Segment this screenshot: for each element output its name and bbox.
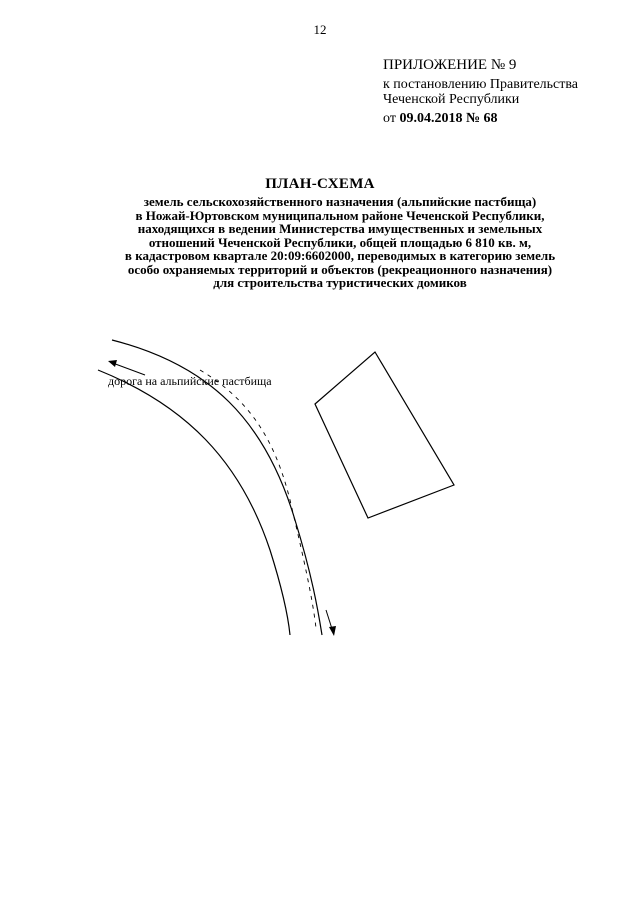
road-edge-inner xyxy=(98,370,290,635)
subtitle-line-7: для строительства туристических домиков xyxy=(213,275,467,290)
land-plot-parcel xyxy=(315,352,454,518)
arrow-head-down-icon xyxy=(329,626,336,636)
scheme-title: ПЛАН-СХЕМА xyxy=(265,176,375,192)
appendix-date: 09.04.2018 xyxy=(399,111,463,126)
subtitle-line-2: в Ножай-Юртовском муниципальном районе Чеченской Республики, xyxy=(135,207,545,223)
subtitle-line-1: земель сельскохозяйственного назначения (альпийские пастбища) xyxy=(143,194,537,209)
appendix-line-1: к постановлению Правительства xyxy=(383,77,579,92)
subtitle-line-3: находящихся в ведении Министерства имущественных и земельных xyxy=(137,221,543,236)
page-number: 12 xyxy=(313,22,327,37)
appendix-line-2: Чеченской Республики xyxy=(383,92,520,107)
appendix-dateline xyxy=(383,111,633,126)
subtitle-line-6: особо охраняемых территорий и объектов (рекреационного назначения) xyxy=(127,261,553,277)
arrow-head-up-icon xyxy=(108,360,117,367)
road-centerline xyxy=(200,370,316,628)
date-prefix: от xyxy=(383,111,396,126)
appendix-block xyxy=(383,58,633,126)
road-label: дорога на альпийские пастбища xyxy=(108,374,272,388)
subtitle-line-5: в кадастровом квартале 20:09:6602000, переводимых в категорию земель xyxy=(124,248,556,263)
plan-scheme-drawing xyxy=(90,320,490,650)
subtitle-line-4: отношений Чеченской Республики, общей площадью 6 810 кв. м, xyxy=(148,234,532,250)
appendix-title: ПРИЛОЖЕНИЕ № 9 xyxy=(383,57,517,73)
appendix-number: № 68 xyxy=(465,111,498,126)
scheme-subtitle xyxy=(70,195,610,290)
